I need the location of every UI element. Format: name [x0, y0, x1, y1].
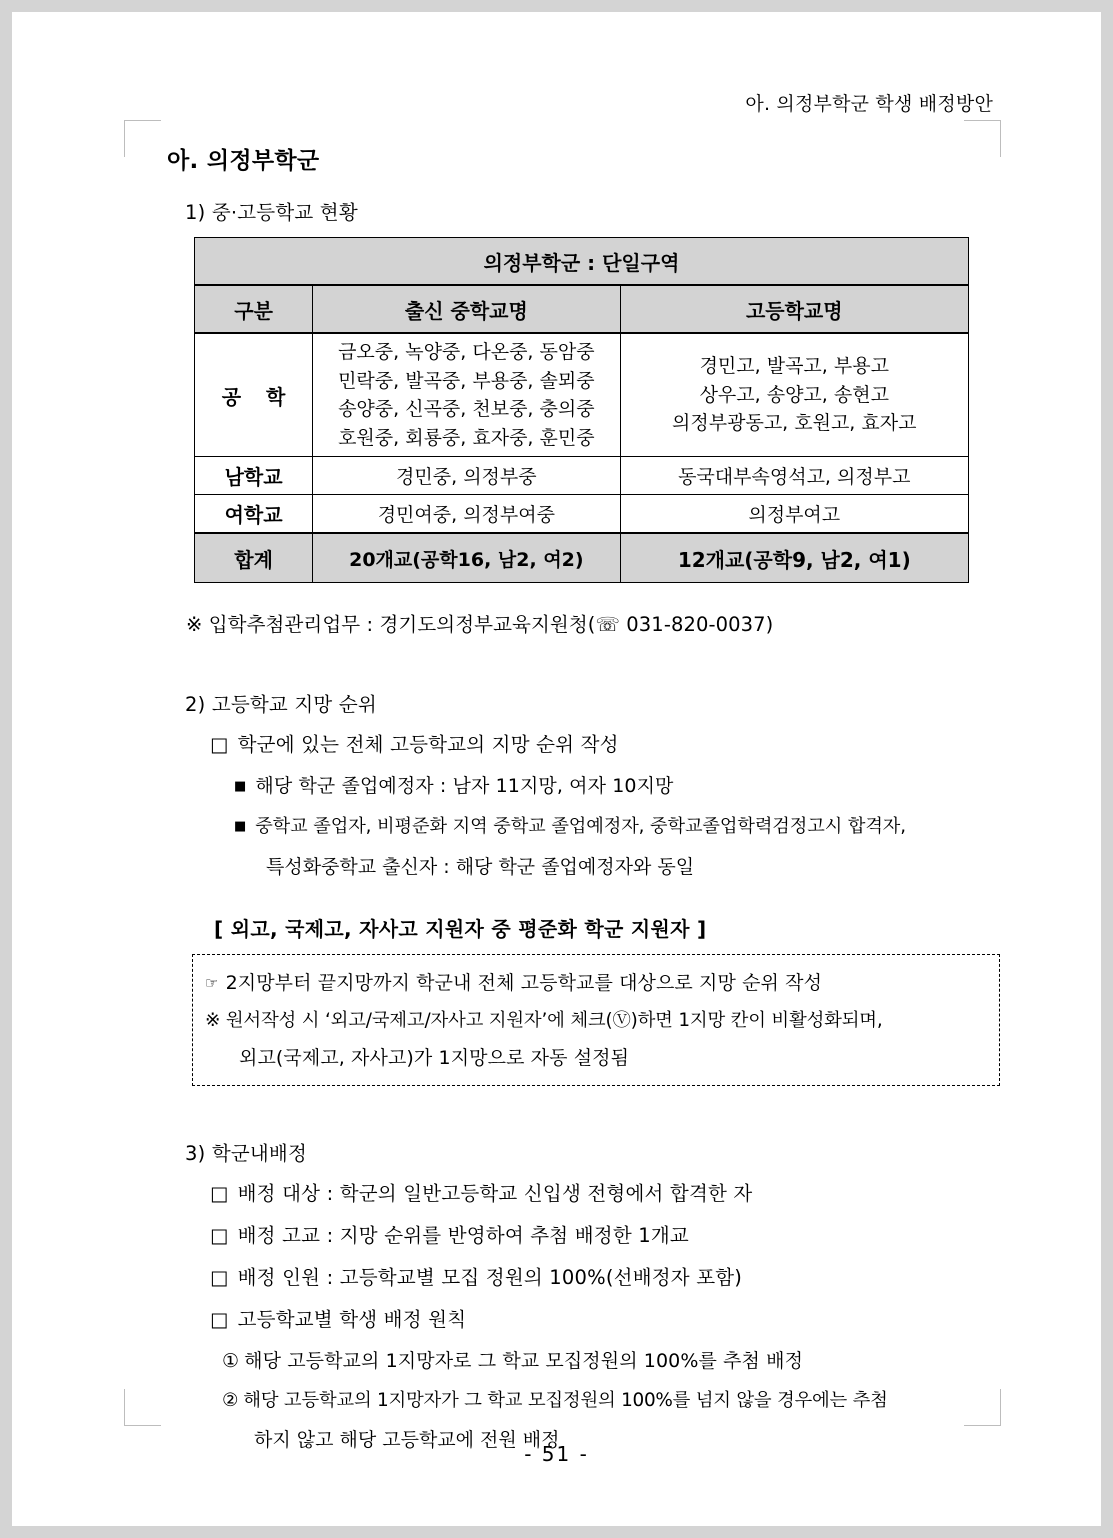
subsection-3	[162, 1138, 1006, 1452]
subsection-1-heading: 1) 중·고등학교 현황	[185, 201, 358, 224]
bracket-heading: [ 외고, 국제고, 자사고 지원자 중 평준화 학군 지원자 ]	[214, 917, 707, 941]
row-label-coed: 공 학	[195, 333, 313, 457]
list-item-label: 배정 고교 : 지망 순위를 반영하여 추첨 배정한 1개교	[237, 1224, 689, 1247]
coed-middle-schools: 금오중, 녹양중, 다온중, 동암중 민락중, 발곡중, 부용중, 솔뫼중 송양중, 신곡중, 천보중, 충의중 호원중, 회룡중, 효자중, 훈민중	[313, 333, 620, 457]
list-item-label: 배정 대상 : 학군의 일반고등학교 신입생 전형에서 합격한 자	[237, 1182, 753, 1205]
boys-high-schools: 동국대부속영석고, 의정부고	[620, 457, 968, 495]
highlight-line-text: 2지망부터 끝지망까지 학군내 전체 고등학교를 대상으로 지망 순위 작성	[225, 972, 823, 994]
highlight-box	[192, 954, 1000, 1086]
total-high-schools: 12개교(공학9, 남2, 여1)	[620, 533, 968, 583]
highlight-box-line-1	[205, 968, 987, 995]
coed-high-schools: 경민고, 발곡고, 부용고 상우고, 송양고, 송현고 의정부광동고, 호원고, 효자고	[620, 333, 968, 457]
pointing-hand-icon: ☞	[205, 974, 219, 992]
girls-middle-schools: 경민여중, 의정부여중	[313, 495, 620, 534]
filled-square-icon: ■	[234, 818, 247, 834]
list-item	[210, 729, 1006, 757]
column-header-high-school: 고등학교명	[620, 285, 968, 333]
list-item	[210, 1262, 1006, 1290]
total-middle-schools: 20개교(공학16, 남2, 여2)	[313, 533, 620, 583]
row-label-girls: 여학교	[195, 495, 313, 534]
list-item	[234, 771, 1006, 798]
table-total-row	[195, 533, 969, 583]
circled-two-icon: ②	[222, 1390, 239, 1411]
crop-mark-bottom-left	[124, 1389, 161, 1426]
table-row	[195, 495, 969, 534]
highlight-box-line-2: ※ 원서작성 시 ‘외고/국제고/자사고 지원자’에 체크(Ⓥ)하면 1지망 칸이 비활성화되며,	[205, 1010, 883, 1031]
list-item-label: 배정 인원 : 고등학교별 모집 정원의 100%(선배정자 포함)	[237, 1266, 743, 1289]
document-page	[12, 12, 1101, 1526]
numbered-item-label: 해당 고등학교의 1지망자로 그 학교 모집정원의 100%를 추첨 배정	[244, 1350, 804, 1372]
page-title: 아. 의정부학군	[167, 148, 320, 174]
subsection-3-heading: 3) 학군내배정	[185, 1142, 307, 1165]
list-item-label: 중학교 졸업자, 비평준화 지역 중학교 졸업예정자, 중학교졸업학력검정고시 합격자,	[255, 816, 906, 837]
boys-middle-schools: 경민중, 의정부중	[313, 457, 620, 495]
running-header: 아. 의정부학군 학생 배정방안	[745, 93, 993, 115]
numbered-item-label: 해당 고등학교의 1지망자가 그 학교 모집정원의 100%를 넘지 않을 경우에는 추첨	[243, 1390, 888, 1411]
numbered-item-continuation: 하지 않고 해당 고등학교에 전원 배정	[254, 1429, 560, 1451]
table-header-row	[195, 285, 969, 333]
circled-one-icon: ①	[222, 1350, 240, 1372]
girls-high-schools: 의정부여고	[620, 495, 968, 534]
subsection-2	[162, 689, 1006, 879]
hollow-square-icon: □	[210, 1308, 229, 1331]
list-item	[210, 1304, 1006, 1332]
list-item	[210, 1220, 1006, 1248]
numbered-item	[222, 1346, 1006, 1373]
list-item	[210, 1178, 1006, 1206]
table-title-row	[195, 238, 969, 286]
list-item-label: 고등학교별 학생 배정 원칙	[237, 1308, 467, 1331]
highlight-box-line-3: 외고(국제고, 자사고)가 1지망으로 자동 설정됨	[239, 1047, 630, 1069]
school-status-table	[194, 237, 969, 583]
list-item-continuation: 특성화중학교 출신자 : 해당 학군 졸업예정자와 동일	[266, 856, 695, 878]
hollow-square-icon: □	[210, 733, 229, 756]
hollow-square-icon: □	[210, 1182, 229, 1205]
hollow-square-icon: □	[210, 1224, 229, 1247]
list-item	[234, 812, 1006, 838]
table-row	[195, 457, 969, 495]
list-item-label: 학군에 있는 전체 고등학교의 지망 순위 작성	[237, 733, 619, 756]
table-footnote: ※ 입학추첨관리업무 : 경기도의정부교육지원청(☏ 031-820-0037)	[186, 613, 774, 636]
table-row	[195, 333, 969, 457]
column-header-gubun: 구분	[195, 285, 313, 333]
column-header-middle-school: 출신 중학교명	[313, 285, 620, 333]
row-label-boys: 남학교	[195, 457, 313, 495]
list-item-label: 해당 학군 졸업예정자 : 남자 11지망, 여자 10지망	[255, 775, 674, 797]
subsection-2-heading: 2) 고등학교 지망 순위	[185, 693, 377, 716]
total-label: 합계	[195, 533, 313, 583]
document-content	[162, 142, 1006, 1465]
numbered-item	[222, 1386, 1006, 1412]
crop-mark-top-left	[124, 120, 161, 157]
page-number: - 51 -	[524, 1442, 589, 1466]
hollow-square-icon: □	[210, 1266, 229, 1289]
table-title: 의정부학군 : 단일구역	[195, 238, 969, 286]
filled-square-icon: ■	[234, 778, 247, 794]
